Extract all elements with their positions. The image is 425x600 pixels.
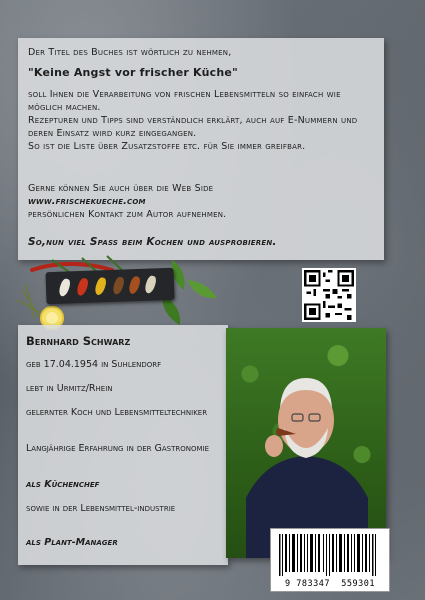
author-industry: sowie in der Lebensmittel-industrie bbox=[26, 503, 176, 514]
author-experience: Langjährige Erfahrung in der Gastronomie bbox=[26, 443, 210, 454]
author-panel bbox=[18, 325, 228, 565]
qr-code-icon[interactable] bbox=[302, 268, 356, 322]
book-title-quote: "Keine Angst vor frischer Küche" bbox=[28, 66, 238, 79]
author-training: gelernter Koch und Lebensmitteltechniker bbox=[26, 407, 208, 418]
author-photo bbox=[226, 328, 386, 558]
intro-panel bbox=[18, 38, 384, 260]
intro-line: Der Titel des Buches ist wörtlich zu nehmen, bbox=[28, 47, 232, 58]
isbn-barcode bbox=[270, 528, 390, 592]
intro-paragraph-1: soll Ihnen die Verarbeitung von frischen Lebensmitteln so einfach wie möglich machen. bbox=[28, 89, 341, 113]
author-role-chef: als Küchenchef bbox=[26, 479, 100, 490]
contact-line-2: persönlichen Kontakt zum Autor aufnehmen. bbox=[28, 209, 227, 220]
isbn-digits: 9 783347 559301 bbox=[285, 579, 375, 589]
intro-paragraph-2: Rezepturen und Tipps sind verständlich erklärt, auch auf E-Nummern und deren Einsatz wird kurz eingegangen. bbox=[28, 115, 358, 139]
author-name: Bernhard Schwarz bbox=[26, 334, 131, 348]
closing-line: So,nun viel Spass beim Kochen und ausprobieren. bbox=[28, 236, 277, 248]
author-residence: lebt in Urmitz/Rhein bbox=[26, 383, 113, 394]
intro-paragraph-3: So ist die Liste über Zusatzstoffe etc. für Sie immer greifbar. bbox=[28, 141, 306, 152]
author-birth: geb 17.04.1954 in Suhlendorf bbox=[26, 359, 162, 370]
author-role-manager: als Plant-Manager bbox=[26, 537, 118, 548]
barcode-icon bbox=[271, 532, 389, 578]
contact-line-1: Gerne können Sie auch über die Web Side bbox=[28, 183, 214, 194]
spice-board-illustration bbox=[45, 268, 174, 304]
website-link[interactable]: www.frischekueche.com bbox=[28, 196, 146, 207]
